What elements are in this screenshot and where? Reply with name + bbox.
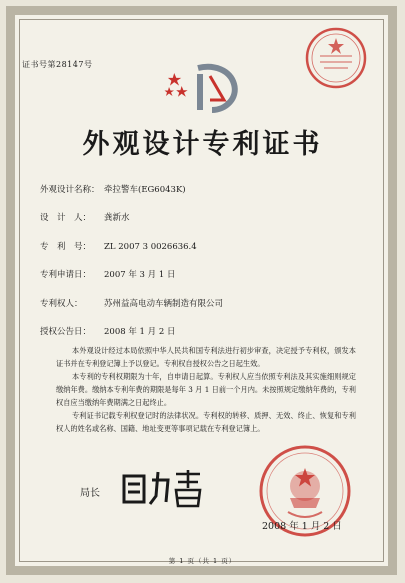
field-value: 2007 年 3 月 1 日 [104,270,176,280]
top-right-seal [304,26,368,90]
field-design-name [40,183,186,195]
issue-date: 2008 年 1 月 2 日 [262,521,342,532]
field-label: 专利权人： [40,299,83,309]
field-designer [40,211,130,223]
page-number: 第 1 页（共 1 页） [168,557,237,565]
body-paragraph: 专利证书记载专利权登记时的法律状况。专利权的转移、质押、无效、终止、恢复和专利权人的姓名或名称、国籍、地址变更等事项记载在专利登记簿上。 [56,411,356,433]
certificate-number: 证书号第28147号 [22,60,93,69]
field-value: 牵拉警车(EG6043K) [104,185,186,195]
body-paragraph: 本外观设计经过本局依照中华人民共和国专利法进行初步审查，决定授予专利权，颁发本证书并在专利登记簿上予以登记。专利权自授权公告之日起生效。 [56,346,356,368]
page-title: 外观设计专利证书 [82,129,323,160]
field-value: 龚新水 [104,213,130,223]
director-label: 局长 [80,488,100,499]
patent-office-logo-icon [164,60,244,116]
director-signature [118,466,208,512]
field-patentee [40,297,223,309]
field-value: 苏州益高电动车辆制造有限公司 [104,299,224,309]
field-label: 专利申请日： [40,270,92,280]
field-patent-number [40,240,197,252]
field-label: 专 利 号： [40,242,92,252]
body-paragraph: 本专利的专利权期限为十年，自申请日起算。专利权人应当依照专利法及其实施细则规定缴纳年费。缴纳本专利年费的期限是每年 3 月 1 日前一个月内。未按照规定缴纳年费的，专利权自应当缴纳年费期满之日起终止。 [56,372,356,407]
field-label: 授权公告日： [40,327,92,337]
field-label: 设 计 人： [40,213,92,223]
field-application-date [40,268,175,280]
certificate-body [56,344,356,435]
field-grant-date [40,325,175,337]
field-label: 外观设计名称： [40,185,100,195]
field-value: ZL 2007 3 0026636.4 [104,242,197,252]
field-value: 2008 年 1 月 2 日 [104,327,176,337]
